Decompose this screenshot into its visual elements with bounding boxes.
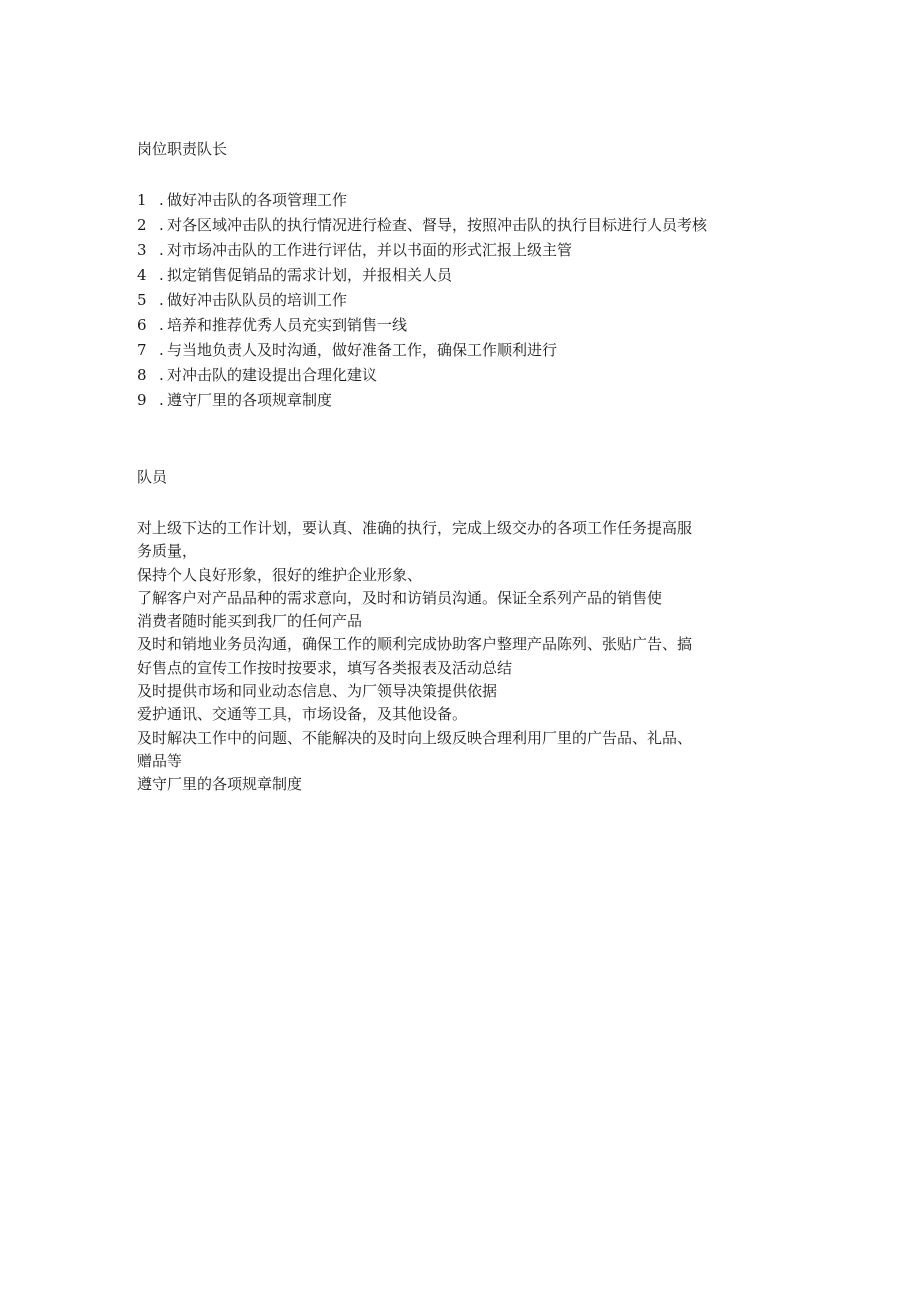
duty-text: 做好冲击队队员的培训工作 xyxy=(167,291,348,309)
member-line: 遵守厂里的各项规章制度 xyxy=(137,775,303,794)
duty-text: 遵守厂里的各项规章制度 xyxy=(167,391,333,409)
duty-item xyxy=(137,364,707,389)
duty-separator: . xyxy=(159,291,164,309)
duty-separator: . xyxy=(159,266,164,284)
duty-text: 对冲击队的建设提出合理化建议 xyxy=(167,366,378,384)
leader-section-heading: 岗位职责队长 xyxy=(137,140,228,158)
duty-separator: . xyxy=(159,341,164,359)
duty-separator: . xyxy=(159,316,164,334)
member-line: 务质量， xyxy=(137,542,198,561)
member-line: 及时解决工作中的问题、不能解决的及时向上级反映合理利用厂里的广告品、礼品、 xyxy=(137,728,693,747)
member-line: 保持个人良好形象，很好的维护企业形象、 xyxy=(137,565,423,584)
duty-separator: . xyxy=(159,391,164,409)
duty-text: 培养和推荐优秀人员充实到销售一线 xyxy=(167,316,408,334)
duty-text: 做好冲击队的各项管理工作 xyxy=(167,191,348,209)
member-line: 好售点的宣传工作按时按要求，填写各类报表及活动总结 xyxy=(137,658,513,677)
duty-separator: . xyxy=(159,241,164,259)
duty-item xyxy=(137,314,707,339)
member-line: 及时和销地业务员沟通，确保工作的顺利完成协助客户整理产品陈列、张贴广告、搞 xyxy=(137,635,693,654)
member-line: 消费者随时能买到我厂的任何产品 xyxy=(137,612,363,631)
duty-separator: . xyxy=(159,191,164,209)
member-duties xyxy=(137,517,777,797)
leader-duty-list xyxy=(137,189,707,414)
member-line: 及时提供市场和同业动态信息、为厂领导决策提供依据 xyxy=(137,682,498,701)
duty-item xyxy=(137,339,707,364)
member-line: 爱护通讯、交通等工具，市场设备，及其他设备。 xyxy=(137,705,468,724)
duty-text: 对市场冲击队的工作进行评估，并以书面的形式汇报上级主管 xyxy=(167,241,573,259)
duty-number: 9 xyxy=(137,391,147,409)
duty-item xyxy=(137,239,707,264)
duty-number: 4 xyxy=(137,266,147,284)
duty-item xyxy=(137,264,707,289)
duty-number: 3 xyxy=(137,241,147,259)
duty-item xyxy=(137,189,707,214)
duty-number: 5 xyxy=(137,291,147,309)
duty-text: 拟定销售促销品的需求计划，并报相关人员 xyxy=(167,266,453,284)
member-section-heading: 队员 xyxy=(137,468,168,486)
duty-number: 2 xyxy=(137,216,147,234)
member-line: 赠品等 xyxy=(137,751,183,770)
duty-number: 7 xyxy=(137,341,147,359)
duty-text: 与当地负责人及时沟通，做好准备工作，确保工作顺利进行 xyxy=(167,341,558,359)
duty-item xyxy=(137,289,707,314)
duty-item xyxy=(137,214,707,239)
duty-item xyxy=(137,389,707,414)
duty-number: 1 xyxy=(137,191,147,209)
duty-number: 6 xyxy=(137,316,147,334)
duty-text: 对各区域冲击队的执行情况进行检查、督导，按照冲击队的执行目标进行人员考核 xyxy=(167,216,708,234)
duty-separator: . xyxy=(159,216,164,234)
duty-number: 8 xyxy=(137,366,147,384)
member-line: 了解客户对产品品种的需求意向，及时和访销员沟通。保证全系列产品的销售使 xyxy=(137,588,663,607)
member-line: 对上级下达的工作计划，要认真、准确的执行，完成上级交办的各项工作任务提高服 xyxy=(137,519,693,537)
duty-separator: . xyxy=(159,366,164,384)
